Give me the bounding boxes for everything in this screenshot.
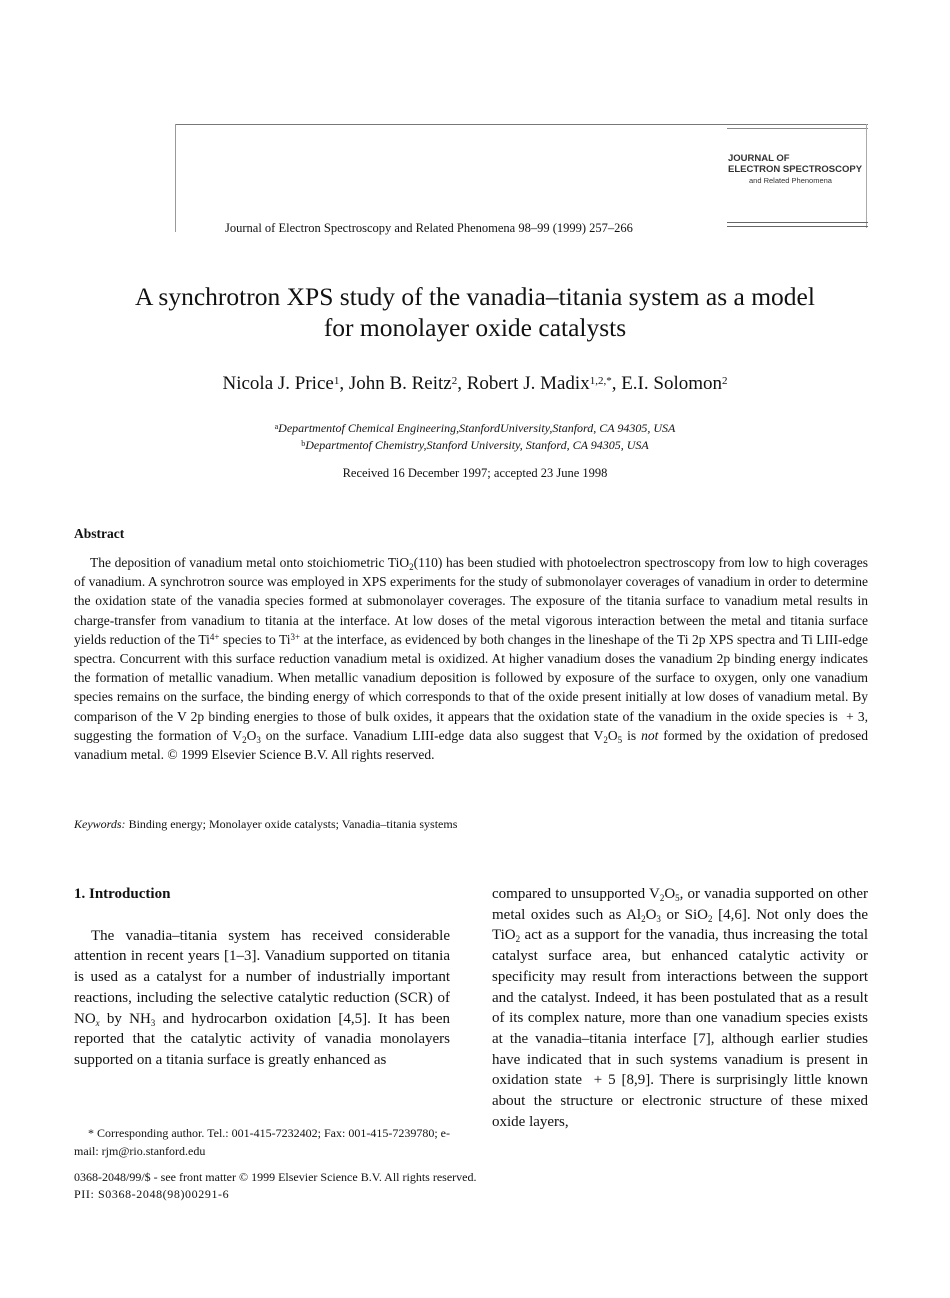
chem-symbol: O [664, 886, 676, 902]
logo-bottom-rule-2 [727, 226, 868, 227]
issn-line: 0368-2048/99/$ - see front matter © 1999 Elsevier Science B.V. All rights reserved. [74, 1170, 477, 1184]
pii-line: PII: S0368-2048(98)00291-6 [74, 1187, 230, 1201]
header-top-rule [176, 124, 868, 125]
chem-symbol: O [607, 727, 618, 743]
intro-paragraph-continued [492, 884, 868, 1132]
author-list: Nicola J. Price$^1$, John B. Reitz$^2$, Robert J. Madix$^{1,2,*}$, E.I. Solomon$^2$ [222, 373, 728, 394]
subscript: 2 [707, 913, 713, 924]
affiliation-a [60, 421, 890, 436]
abstract-text: (110) has been studied with photoelectron spectroscopy from low to high coverages of vanadium. A synchrotron source was employed in XPS experiments for the study of submonolayer coverages of vanadium in order to determine the oxidation state of the vanadia species formed at submonolayer coverages. The exposure of the titania surface to vanadium metal results in charge-transfer from vanadium to titania at the interface. At low doses of the metal vigorous interaction between the metal and titania surface yields reduction of the Ti [74, 555, 868, 647]
subscript: 2 [641, 913, 646, 924]
author-name: Robert J. Madix [466, 373, 590, 394]
body-text: [4,6]. Not only does the TiO [492, 906, 868, 944]
abstract-text: at the interface, as evidenced by both changes in the lineshape of the Ti 2p XPS spectra and Ti LIII-edge spectra. Concurrent with this surface reduction vanadium metal is oxidized. At higher vanadium doses the vanadium 2p binding energy indicates the formation of metallic vanadium. When metallic vanadium deposition is followed by exposure of the surface to oxygen, only one vanadium species remains on the surface, the binding energy of which corresponds to that of the oxide present initially at low doses of vanadium metal. By comparison of the V 2p binding energies to those of bulk oxides, it appears that the oxidation state of the vanadium in the oxide species is + 3, suggesting the formation of V [74, 631, 868, 743]
keywords-label: Keywords: [74, 817, 126, 831]
abstract-heading: Abstract [74, 526, 125, 541]
subscript: 2 [603, 734, 608, 745]
emphasis: not [641, 727, 659, 743]
subscript: 2 [242, 734, 247, 745]
logo-line-1: JOURNAL OF [728, 153, 790, 164]
body-text: compared to unsupported V [492, 886, 660, 902]
subscript: 2 [409, 562, 414, 572]
superscript: 3+ [290, 631, 301, 642]
corresponding-author-footnote [74, 1125, 450, 1160]
body-text: , or vanadia supported on other metal oxides such as Al [492, 886, 868, 923]
title-line-1: A synchrotron XPS study of the vanadia–titania system as a model [135, 282, 815, 311]
title-line-2: for monolayer oxide catalysts [323, 313, 627, 342]
subscript: 3 [150, 1017, 156, 1028]
author-name: Nicola J. Price [222, 373, 334, 394]
left-column [74, 884, 450, 1071]
affiliation-text: Departmentof Chemical Engineering,StanfordUniversity,Stanford, CA 94305, USA [278, 421, 676, 435]
author-affil-mark: 1 [333, 375, 340, 387]
logo-bottom-rule [727, 222, 868, 223]
subscript: 2 [515, 934, 521, 945]
logo-line-2: ELECTRON SPECTROSCOPY [728, 164, 863, 175]
section-heading: 1. Introduction [74, 886, 171, 902]
logo-top-rule [727, 128, 868, 129]
abstract-text: is [622, 727, 642, 743]
abstract-text: The deposition of vanadium metal onto stoichiometric TiO [90, 555, 410, 570]
subscript: 5 [617, 734, 623, 745]
subscript: 3 [656, 913, 661, 924]
subscript: 3 [256, 734, 261, 745]
subscript: 5 [675, 893, 680, 903]
author-name: John B. Reitz [348, 373, 452, 394]
received-dates: Received 16 December 1997; accepted 23 June 1998 [342, 466, 608, 480]
author-affil-mark: 2 [451, 375, 458, 387]
journal-logo [728, 153, 870, 187]
chem-symbol: O [246, 727, 257, 743]
abstract-text: formed by the oxidation of predosed vanadium metal. © 1999 Elsevier Science B.V. All rights reserved. [74, 727, 869, 763]
body-text: and hydrocarbon oxidation [4,5]. It has been reported that the catalytic activity of vanadia monolayers supported on a titania surface is greatly enhanced as [74, 1010, 450, 1068]
chem-symbol: O [645, 906, 657, 923]
keywords-text: Binding energy; Monolayer oxide catalysts; Vanadia–titania systems [125, 817, 458, 831]
body-text: by NH [99, 1010, 151, 1027]
affiliation-b [60, 438, 890, 453]
author-affil-mark: 2 [722, 375, 728, 387]
superscript: 4+ [209, 631, 220, 642]
footnote-text: * Corresponding author. Tel.: 001-415-7232402; Fax: 001-415-7239780; e-mail: rjm@rio.stanford.edu [74, 1126, 450, 1158]
author-affil-mark: 1,2,* [589, 375, 612, 387]
author-name: E.I. Solomon [621, 373, 723, 394]
affiliation-mark: a [274, 422, 279, 431]
journal-citation: Journal of Electron Spectroscopy and Related Phenomena 98–99 (1999) 257–266 [225, 221, 633, 235]
logo-line-3: and Related Phenomena [749, 176, 832, 185]
affiliation-mark: b [301, 439, 306, 448]
right-column [492, 884, 868, 1132]
body-text: or SiO [660, 906, 708, 923]
subscript: 2 [659, 893, 665, 903]
affiliation-text: Departmentof Chemistry,Stanford University, Stanford, CA 94305, USA [305, 438, 649, 452]
subscript: x [95, 1017, 100, 1028]
header-left-rule [175, 124, 176, 232]
abstract-text: species to Ti [219, 631, 291, 647]
abstract-body [74, 553, 868, 764]
body-text: The vanadia–titania system has received considerable attention in recent years [1–3]. Vanadium supported on titania is used as a catalyst for a number of industrially important reactions, including the selective catalytic reduction (SCR) of NO [74, 927, 450, 1027]
abstract-text: on the surface. Vanadium LIII-edge data also suggest that V [260, 727, 604, 743]
intro-paragraph [74, 926, 450, 1071]
body-text: act as a support for the vanadia, thus increasing the total catalyst surface area, but enhanced catalytic activity or specificity may result from interactions between the support and the catalyst. Indeed, it has been postulated that as a result of its complex nature, more than one vanadium species exists at the vanadia–titania interface [7], although earlier studies have indicated that in such systems vanadium is present in oxidation state + 5 [8,9]. There is surprisingly little known about the structure or electronic structure of these mixed oxide layers, [492, 927, 868, 1130]
keywords [74, 817, 457, 832]
paper-title [60, 281, 890, 343]
abstract-paragraph [74, 553, 868, 764]
